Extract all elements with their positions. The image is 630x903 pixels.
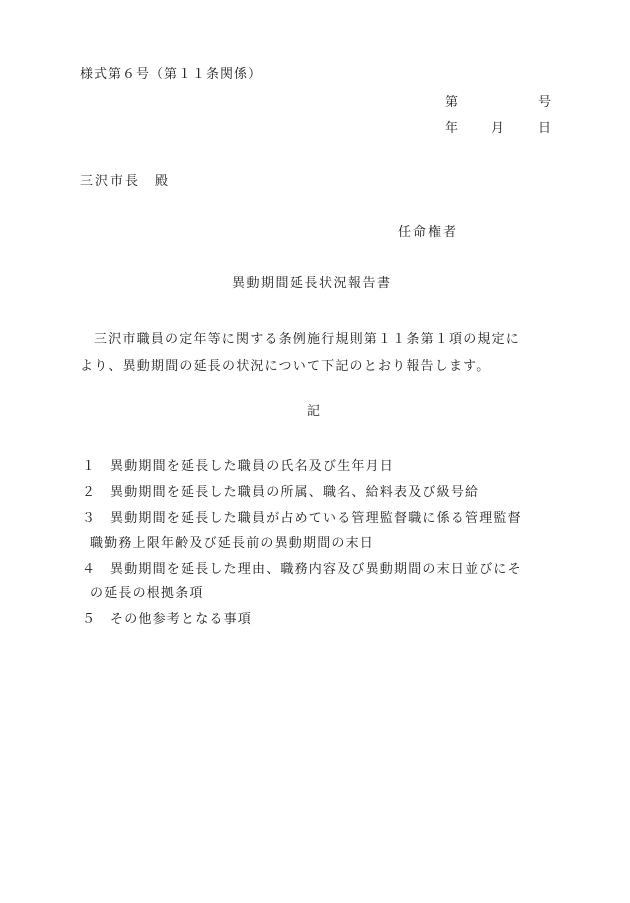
addressee: 三沢市長 殿 (80, 174, 171, 189)
date-day-label: 日 (538, 121, 553, 136)
item-number: ２ (82, 485, 97, 500)
item-list (80, 455, 560, 634)
list-item (80, 481, 560, 506)
list-item (80, 558, 560, 607)
body-line-2: より、異動期間の延長の状況について下記のとおり報告します。 (80, 359, 491, 374)
appointing-authority: 任命権者 (398, 225, 459, 240)
date-month-label: 月 (491, 121, 506, 136)
item-number: ３ (82, 511, 97, 526)
document-number-prefix: 第 (445, 95, 460, 110)
item-text-continued: 職勤務上限年齢及び延長前の異動期間の末日 (90, 535, 375, 551)
item-text: 異動期間を延長した職員の氏名及び生年月日 (110, 459, 395, 474)
list-item (80, 507, 560, 556)
document-title: 異動期間延長状況報告書 (232, 276, 392, 291)
document-number-suffix: 号 (538, 95, 553, 110)
item-text: その他参考となる事項 (110, 612, 253, 627)
item-number: ４ (82, 561, 97, 577)
ki-heading: 記 (307, 404, 322, 419)
item-text: 異動期間を延長した職員が占めている管理監督職に係る管理監督 (110, 511, 522, 526)
list-item (80, 455, 560, 480)
item-number: １ (82, 459, 97, 474)
body-line-1: 三沢市職員の定年等に関する条例施行規則第１１条第１項の規定に (94, 332, 521, 347)
item-number: ５ (82, 612, 97, 627)
body-paragraph (80, 326, 550, 380)
item-text-continued: の延長の根拠条項 (90, 586, 204, 601)
list-item (80, 608, 560, 633)
form-identifier: 様式第６号（第１１条関係） (80, 67, 263, 82)
item-text: 異動期間を延長した理由、職務内容及び異動期間の末日並びにそ (110, 561, 522, 577)
date-year-label: 年 (445, 121, 460, 136)
item-text: 異動期間を延長した職員の所属、職名、給料表及び級号給 (110, 485, 480, 500)
